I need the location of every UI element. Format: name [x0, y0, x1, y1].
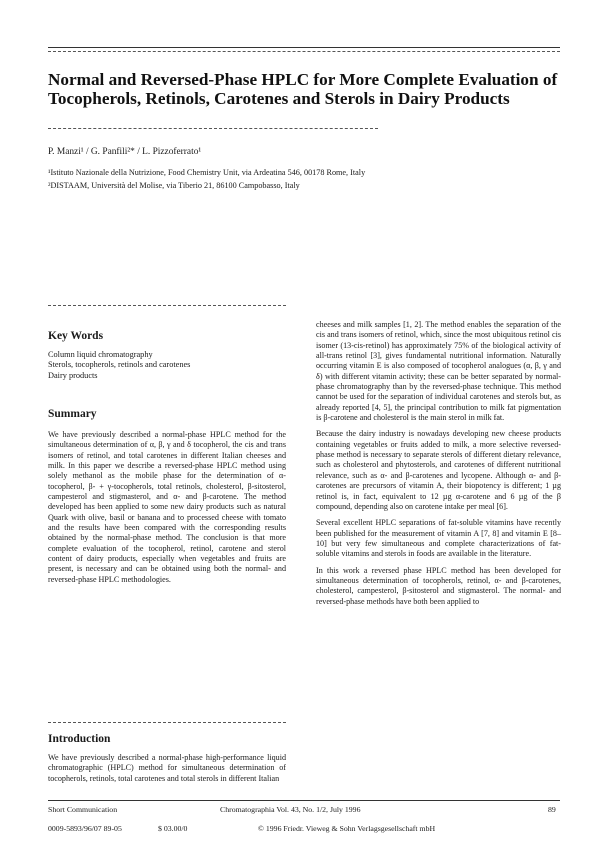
body-paragraph: cheeses and milk samples [1, 2]. The method enables the separation of the cis and trans isomers of retinol, which, since the most ubiquitous retinol cis isomer (13-cis-retinol) has approximately 75% of the biological activity of all-trans retinol [3], gives fundamental nutritional information. Naturally occurring vitamin E is also composed of tocopherol analogues (α, β, γ and δ) with different vitamin activity; these can be better separated by normal-phase chromatography than by the reversed-phase technique. This method cannot be used for the separation of individual carotenes and sterols but, as already reported [4, 5], the principal contribution to milk fat pigmentation is β-carotene and cholesterol is the main sterol in milk fat.: [316, 320, 561, 423]
body-paragraph: Because the dairy industry is nowadays developing new cheese products containing vegetables or fruits added to milk, a more selective reversed-phase method is necessary to separate sterols of different dietary relevance, such as cholesterol and phytosterols, and carotenes of different nutritional relevance, such as α- and β-carotenes and lycopene. Although α- and β-carotenes are precursors of vitamin A, their biopotency is different; 1 µg retinol is, in fact, equivalent to 12 µg α-carotene and 6 µg of the β compound, depending also on carotene intake per meal [6].: [316, 429, 561, 511]
introduction-heading: Introduction: [48, 733, 111, 745]
introduction-text: [48, 753, 286, 790]
summary-paragraph: We have previously described a normal-phase HPLC method for the simultaneous determination of α, β, γ and δ tocopherol, the cis and trans isomers of retinol, and total carotenes in different Italian cheeses and milk. In this paper we describe a reversed-phase HPLC method using solely methanol as the mobile phase for the determination of α-tocopherol, β- + γ-tocopherols, total retinols, cholesterol, β-sitosterol, campesterol and stigmasterol, and α- and β-carotene. The method developed has been applied to some new dairy products such as natural Quark with olive, basil or banana and to processed cheese with tomato and the results have been compared with the corresponding results obtained by the normal-phase method. The conclusion is that more complete evaluation of the tocopherol, retinol, carotene and sterol content of dairy products, especially when vegetables and fruits are present, is necessary and can be obtained using both the normal- and reversed-phase HPLC methodologies.: [48, 430, 286, 584]
affiliation-1: ¹Istituto Nazionale della Nutrizione, Food Chemistry Unit, via Ardeatina 546, 00178 Rome, Italy: [48, 168, 366, 177]
summary-text: [48, 430, 286, 591]
footer-journal: Chromatographia Vol. 43, No. 1/2, July 1996: [220, 805, 361, 814]
key-words-list: [48, 350, 190, 381]
key-word: Dairy products: [48, 370, 98, 380]
key-word: Column liquid chromatography: [48, 350, 153, 359]
key-word: Sterols, tocopherols, retinols and carotenes: [48, 360, 191, 370]
summary-heading: Summary: [48, 408, 97, 420]
article-title: Normal and Reversed-Phase HPLC for More Complete Evaluation of Tocopherols, Retinols, Carotenes and Sterols in Dairy Products: [48, 69, 558, 108]
left-section-rule: [48, 305, 286, 306]
right-column-text: [316, 320, 561, 613]
affiliation-2: ²DISTAAM, Università del Molise, via Tiberio 21, 86100 Campobasso, Italy: [48, 180, 300, 190]
footer-rule: [48, 800, 560, 801]
footer-price: $ 03.00/0: [158, 824, 188, 833]
author-list: P. Manzi¹ / G. Panfili²* / L. Pizzoferrato¹: [48, 147, 202, 157]
intro-paragraph: We have previously described a normal-phase high-performance liquid chromatographic (HPLC) method for simultaneous determination of tocopherols, retinols, total carotenes and total sterols in different Italian: [48, 753, 286, 783]
footer-code: 0009-5893/96/07 89-05: [48, 824, 122, 833]
footer-page-number: 89: [548, 805, 556, 814]
body-paragraph: Several excellent HPLC separations of fat-soluble vitamins have recently been published for the measurement of vitamin A [7, 8] and vitamin E [8–10] but very few simultaneous and complete characterizations of fat-soluble vitamins and sterols in foods are available in the literature.: [316, 518, 561, 559]
key-words-heading: Key Words: [48, 330, 104, 342]
summary-end-rule: [48, 722, 286, 723]
title-underline: [48, 128, 378, 129]
top-dash: [48, 51, 560, 52]
footer-copyright: © 1996 Friedr. Vieweg & Sohn Verlagsgesellschaft mbH: [258, 824, 436, 833]
footer-section-label: Short Communication: [48, 805, 118, 814]
body-paragraph: In this work a reversed phase HPLC method has been developed for simultaneous determination of tocopherols, retinol, α- and β-carotenes, cholesterol, campesterol, β-sitosterol and stigmasterol. The normal- and reversed-phase methods have both been applied to: [316, 565, 561, 606]
top-rule: [48, 47, 560, 48]
affiliations: [48, 167, 365, 192]
